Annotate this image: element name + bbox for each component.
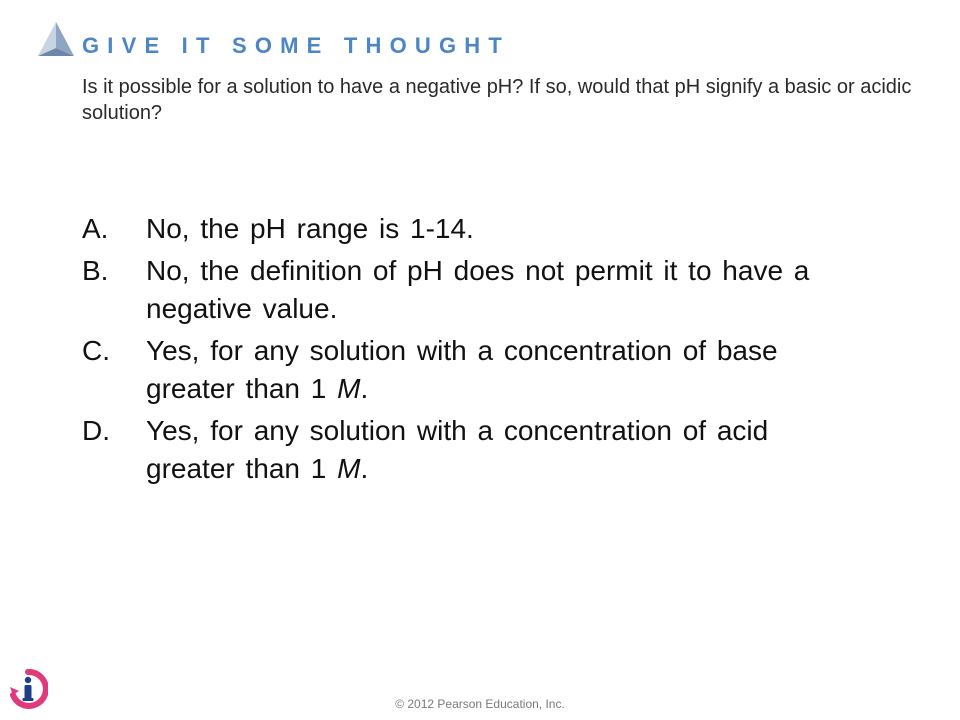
- choice-d[interactable]: [82, 412, 822, 488]
- choice-c[interactable]: [82, 332, 822, 408]
- choice-letter: C.: [82, 335, 110, 366]
- choice-a[interactable]: [82, 210, 822, 248]
- choice-letter: D.: [82, 415, 110, 446]
- section-title: GIVE IT SOME THOUGHT: [82, 33, 511, 58]
- choice-text: No, the definition of pH does not permit it to have a negative value.: [146, 255, 810, 324]
- choice-text: No, the pH range is 1-14.: [146, 213, 474, 244]
- choice-letter: A.: [82, 213, 109, 244]
- triangle-logo-icon: [36, 20, 76, 60]
- copyright-notice: © 2012 Pearson Education, Inc.: [395, 697, 565, 711]
- choice-letter: B.: [82, 255, 109, 286]
- question-text: Is it possible for a solution to have a negative pH? If so, would that pH signify a basic or acidic solution?: [82, 76, 912, 124]
- answer-choices: [82, 210, 822, 492]
- choice-b[interactable]: [82, 252, 822, 328]
- choice-text: Yes, for any solution with a concentration of base greater than 1 M.: [146, 335, 778, 404]
- choice-text: Yes, for any solution with a concentration of acid greater than 1 M.: [146, 415, 769, 484]
